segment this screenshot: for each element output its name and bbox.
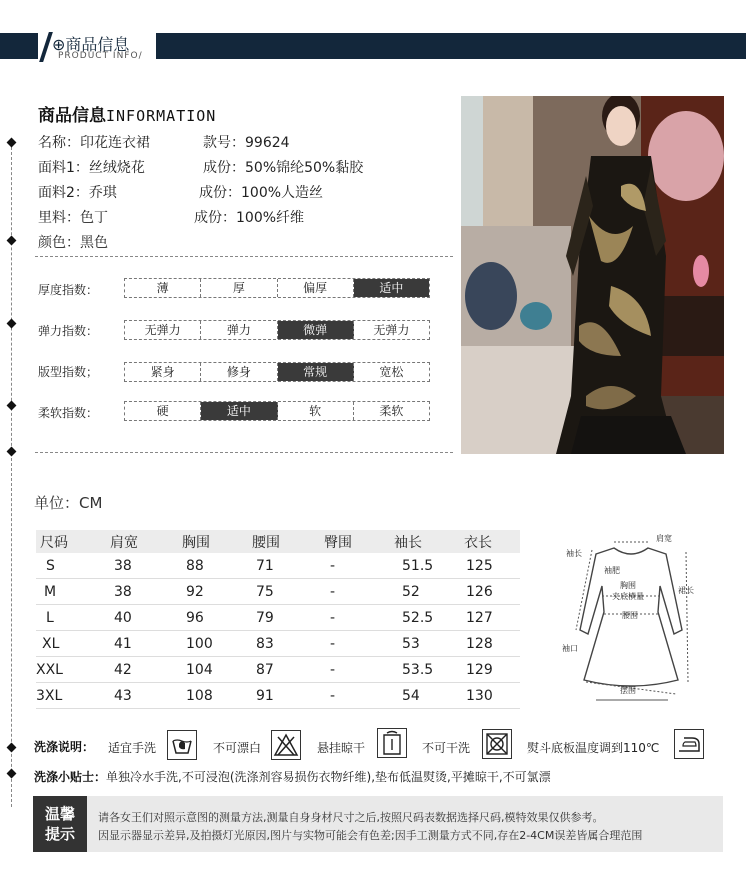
- table-cell: 40: [114, 609, 132, 626]
- header-banner-slash: [39, 32, 53, 62]
- header-banner-left: [0, 33, 38, 59]
- table-header-cell: 袖长: [394, 534, 422, 551]
- thickness-index-bar: [124, 278, 430, 298]
- info-title-cn: 商品信息: [38, 106, 106, 126]
- thickness-index-label: 厚度指数：: [38, 283, 99, 297]
- table-cell: S: [46, 557, 55, 574]
- index-option: 柔软: [379, 404, 404, 418]
- table-cell: 75: [256, 583, 274, 600]
- table-cell: XXL: [36, 661, 63, 678]
- table-cell: 125: [466, 557, 493, 574]
- table-cell: 96: [186, 609, 204, 626]
- care-text-no-bleach: 不可漂白: [213, 741, 262, 755]
- table-cell: 38: [114, 557, 132, 574]
- iron-icon: [674, 729, 704, 759]
- hand-wash-icon: [167, 730, 197, 760]
- table-row: [36, 683, 520, 709]
- header-banner-right: [156, 33, 746, 59]
- table-header-cell: 臀围: [324, 534, 352, 551]
- no-bleach-icon: [271, 730, 301, 760]
- index-option-selected: 微弹: [278, 321, 354, 339]
- table-header-cell: 衣长: [464, 534, 492, 551]
- note-tag-line1: 温馨: [44, 805, 75, 823]
- table-cell: 51.5: [402, 557, 434, 574]
- info-style-no: 款号：99624: [203, 135, 290, 151]
- table-cell: 52: [402, 583, 420, 600]
- note-line-2: 因显示器显示差异,及拍摄灯光原因,图片与实物可能会有色差;因手工测量方式不同,存在2-4CM误差皆属合理范围: [98, 829, 643, 842]
- unit-label: 单位：CM: [34, 494, 103, 512]
- table-cell: 53.5: [402, 661, 434, 678]
- diagram-label-sleeve-width: 袖肥: [604, 566, 620, 575]
- diagram-label-hem: 摆围: [620, 686, 636, 695]
- table-cell: -: [330, 687, 336, 704]
- index-option: 修身: [201, 363, 277, 381]
- table-cell: -: [330, 609, 336, 626]
- diagram-label-armpit: 夹底横量: [612, 592, 644, 601]
- table-cell: 100: [186, 635, 213, 652]
- info-fabric2: 面料2：乔琪: [38, 185, 117, 201]
- product-photo: [461, 96, 724, 454]
- guide-diamond-icon: [7, 447, 17, 457]
- fit-index-label: 版型指数；: [38, 365, 99, 379]
- table-row: [36, 605, 520, 631]
- table-cell: 42: [114, 661, 132, 678]
- table-header-row: [36, 530, 520, 553]
- table-row: [36, 657, 520, 683]
- hang-dry-icon: [377, 728, 407, 758]
- table-header-cell: 腰围: [252, 534, 280, 551]
- tips-text: 单独冷水手洗,不可浸泡(洗涤剂容易损伤衣物纤维),垫布低温熨烫,平摊晾干,不可氯漂: [106, 770, 551, 784]
- care-text-iron: 熨斗底板温度调到110℃: [527, 741, 660, 755]
- guide-diamond-icon: [7, 319, 17, 329]
- info-fabric2-composition: 成份：100%人造丝: [199, 185, 324, 201]
- table-cell: L: [46, 609, 54, 626]
- table-cell: 129: [466, 661, 493, 678]
- table-header-cell: 胸围: [182, 534, 210, 551]
- index-option-selected: 常规: [278, 363, 354, 381]
- diagram-label-sleeve: 袖长: [566, 549, 582, 558]
- elasticity-index-bar: [124, 320, 430, 340]
- guide-diamond-icon: [7, 401, 17, 411]
- care-text-hang-dry: 悬挂晾干: [317, 741, 366, 755]
- table-cell: 128: [466, 635, 493, 652]
- table-cell: 38: [114, 583, 132, 600]
- table-row: [36, 553, 520, 579]
- diagram-label-chest: 胸围: [620, 581, 636, 590]
- guide-diamond-icon: [7, 138, 17, 148]
- divider: [35, 452, 453, 453]
- measurement-diagram: [556, 530, 706, 710]
- note-line-1: 请各女王们对照示意图的测量方法,测量自身身材尺寸之后,按照尺码表数据选择尺码,模特效果仅供参考。: [98, 811, 604, 824]
- note-tag: [33, 796, 87, 852]
- info-title: [38, 101, 216, 126]
- guide-diamond-icon: [7, 743, 17, 753]
- table-cell: -: [330, 557, 336, 574]
- index-option: 弹力: [201, 321, 277, 339]
- index-option: 硬: [125, 402, 201, 420]
- index-option-selected: 适中: [201, 402, 277, 420]
- index-option: 薄: [125, 279, 201, 297]
- banner-title: ⊕商品信息: [52, 35, 130, 54]
- care-text-no-dry-clean: 不可干洗: [422, 741, 471, 755]
- diagram-label-cuff: 袖口: [562, 644, 578, 653]
- info-color: 颜色：黑色: [38, 235, 108, 251]
- table-cell: 83: [256, 635, 274, 652]
- table-cell: -: [330, 583, 336, 600]
- no-dry-clean-icon: [482, 729, 512, 759]
- diagram-label-shoulder: 肩宽: [656, 534, 672, 543]
- table-cell: -: [330, 635, 336, 652]
- table-header-cell: 肩宽: [110, 534, 138, 551]
- table-row: [36, 631, 520, 657]
- washing-tips: [34, 768, 551, 785]
- banner-subtitle: PRODUCT INFO/: [58, 51, 143, 61]
- tips-label: 洗涤小贴士：: [34, 770, 107, 784]
- table-header-cell: 尺码: [40, 534, 68, 551]
- index-option: 无弹力: [125, 321, 201, 339]
- care-text-hand-wash: 适宜手洗: [108, 741, 157, 755]
- table-cell: 41: [114, 635, 132, 652]
- fit-index-bar: [124, 362, 430, 382]
- index-option: 软: [278, 402, 354, 420]
- table-cell: 127: [466, 609, 493, 626]
- table-cell: 3XL: [36, 687, 63, 704]
- index-option-selected: 适中: [354, 279, 429, 297]
- info-lining: 里料：色丁: [38, 210, 108, 226]
- note-tag-line2: 提示: [44, 825, 75, 843]
- divider: [35, 256, 453, 257]
- table-cell: 52.5: [402, 609, 434, 626]
- size-table: [36, 530, 520, 709]
- table-cell: 92: [186, 583, 204, 600]
- index-option: 紧身: [125, 363, 201, 381]
- table-cell: 91: [256, 687, 274, 704]
- info-title-en: INFORMATION: [106, 107, 217, 125]
- table-cell: XL: [42, 635, 60, 652]
- table-cell: 87: [256, 661, 274, 678]
- table-cell: 108: [186, 687, 213, 704]
- table-cell: 54: [402, 687, 420, 704]
- table-cell: 43: [114, 687, 132, 704]
- table-row: [36, 579, 520, 605]
- table-cell: -: [330, 661, 336, 678]
- index-option: 宽松: [379, 365, 404, 379]
- table-cell: 53: [402, 635, 420, 652]
- index-option: 厚: [201, 279, 277, 297]
- guide-diamond-icon: [7, 769, 17, 779]
- table-cell: 130: [466, 687, 493, 704]
- info-name: 名称：印花连衣裙: [38, 135, 150, 151]
- diagram-label-length: 裙长: [678, 586, 694, 595]
- care-label: 洗涤说明：: [34, 740, 95, 754]
- index-option: 偏厚: [278, 279, 354, 297]
- softness-index-label: 柔软指数：: [38, 406, 99, 420]
- index-option: 无弹力: [373, 323, 410, 337]
- elasticity-index-label: 弹力指数：: [38, 324, 99, 338]
- table-cell: M: [44, 583, 57, 600]
- info-fabric1-composition: 成份：50%锦纶50%黏胶: [203, 160, 364, 176]
- table-cell: 126: [466, 583, 493, 600]
- diagram-label-waist: 腰围: [622, 611, 638, 620]
- table-cell: 79: [256, 609, 274, 626]
- table-cell: 88: [186, 557, 204, 574]
- info-fabric1: 面料1：丝绒烧花: [38, 160, 145, 176]
- table-cell: 71: [256, 557, 274, 574]
- info-lining-composition: 成份：100%纤维: [194, 210, 305, 226]
- table-cell: 104: [186, 661, 213, 678]
- guide-diamond-icon: [7, 236, 17, 246]
- softness-index-bar: [124, 401, 430, 421]
